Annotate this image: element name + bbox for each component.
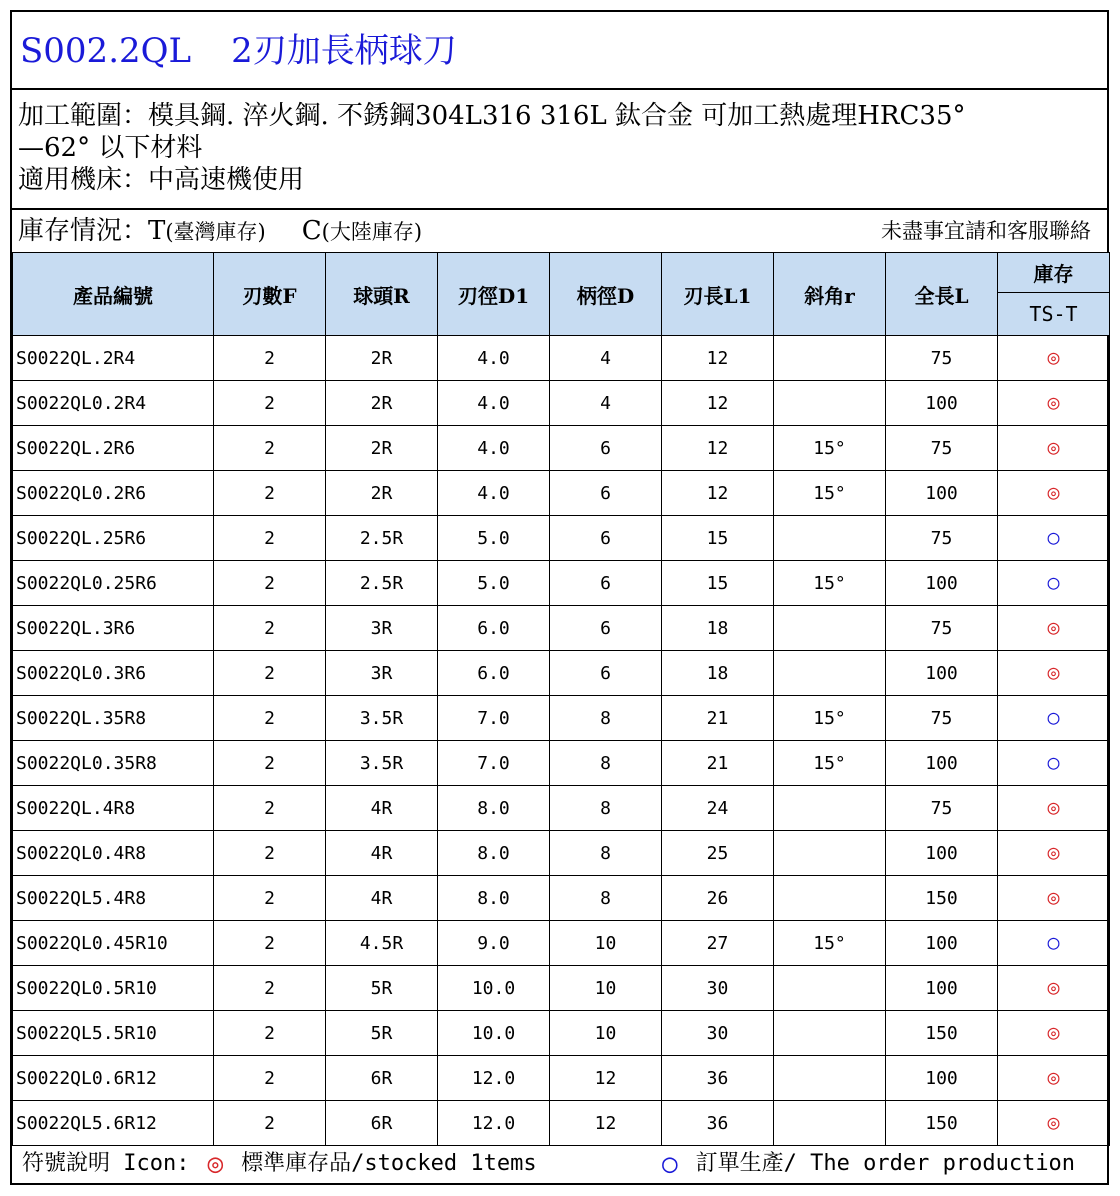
cell-flutes: 2 <box>214 966 326 1011</box>
cell-taper-angle: 15° <box>774 561 886 606</box>
cell-overall-length: 100 <box>886 741 998 786</box>
cell-shank-diameter: 12 <box>550 1056 662 1101</box>
cell-stock <box>998 516 1110 561</box>
stocked-icon: ◎ <box>1047 975 1060 999</box>
cell-cutting-diameter: 4.0 <box>438 471 550 516</box>
cell-product-code: S0022QL0.45R10 <box>13 921 214 966</box>
cell-shank-diameter: 6 <box>550 606 662 651</box>
cell-taper-angle <box>774 1101 886 1146</box>
cell-stock <box>998 606 1110 651</box>
cell-cutting-diameter: 8.0 <box>438 831 550 876</box>
cell-stock <box>998 741 1110 786</box>
cell-overall-length: 75 <box>886 336 998 381</box>
stocked-icon: ◎ <box>1047 390 1060 414</box>
cell-cutting-length: 12 <box>662 471 774 516</box>
cell-product-code: S0022QL5.6R12 <box>13 1101 214 1146</box>
machining-info <box>12 90 1107 210</box>
cell-overall-length: 100 <box>886 471 998 516</box>
stocked-icon: ◎ <box>1047 885 1060 909</box>
cell-taper-angle <box>774 876 886 921</box>
cell-cutting-length: 15 <box>662 561 774 606</box>
cell-stock <box>998 966 1110 1011</box>
table-row <box>13 336 1110 381</box>
cell-product-code: S0022QL0.5R10 <box>13 966 214 1011</box>
legend-label: 符號說明 Icon: <box>22 1151 190 1176</box>
cell-product-code: S0022QL5.5R10 <box>13 1011 214 1056</box>
cell-cutting-diameter: 5.0 <box>438 561 550 606</box>
cell-cutting-length: 24 <box>662 786 774 831</box>
stocked-icon: ◎ <box>1047 660 1060 684</box>
stock-t-code: T <box>148 216 166 246</box>
cell-cutting-length: 18 <box>662 606 774 651</box>
cell-cutting-diameter: 9.0 <box>438 921 550 966</box>
cell-stock <box>998 336 1110 381</box>
cell-stock <box>998 876 1110 921</box>
cell-shank-diameter: 6 <box>550 561 662 606</box>
cell-flutes: 2 <box>214 516 326 561</box>
cell-cutting-diameter: 10.0 <box>438 966 550 1011</box>
cell-overall-length: 150 <box>886 1101 998 1146</box>
product-series-code: S002.2QL <box>20 31 192 71</box>
cell-flutes: 2 <box>214 471 326 516</box>
cell-shank-diameter: 4 <box>550 336 662 381</box>
cell-flutes: 2 <box>214 651 326 696</box>
cell-cutting-length: 30 <box>662 966 774 1011</box>
cell-cutting-length: 36 <box>662 1056 774 1101</box>
cell-cutting-diameter: 6.0 <box>438 651 550 696</box>
cell-shank-diameter: 6 <box>550 471 662 516</box>
cell-stock <box>998 786 1110 831</box>
order-production-icon: ○ <box>1047 525 1060 549</box>
cell-flutes: 2 <box>214 741 326 786</box>
cell-stock <box>998 1101 1110 1146</box>
cell-taper-angle <box>774 516 886 561</box>
cell-flutes: 2 <box>214 1056 326 1101</box>
cell-stock <box>998 561 1110 606</box>
cell-product-code: S0022QL0.6R12 <box>13 1056 214 1101</box>
header-stock-sub: TS-T <box>998 293 1110 336</box>
stocked-icon: ◎ <box>1047 435 1060 459</box>
product-table <box>12 252 1110 1146</box>
cell-shank-diameter: 8 <box>550 786 662 831</box>
info-line-range-cont: —62° 以下材料 <box>18 133 203 163</box>
info-line-range: 加工範圍：模具鋼. 淬火鋼. 不銹鋼304L316 316L 鈦合金 可加工熱處理HRC35° <box>18 101 966 131</box>
cell-ball-radius: 3.5R <box>326 696 438 741</box>
cell-taper-angle: 15° <box>774 741 886 786</box>
cell-stock <box>998 426 1110 471</box>
cell-shank-diameter: 10 <box>550 1011 662 1056</box>
cell-shank-diameter: 8 <box>550 831 662 876</box>
cell-product-code: S0022QL5.4R8 <box>13 876 214 921</box>
cell-overall-length: 100 <box>886 651 998 696</box>
cell-overall-length: 75 <box>886 786 998 831</box>
cell-stock <box>998 1056 1110 1101</box>
cell-stock <box>998 651 1110 696</box>
product-series-name: 2刃加長柄球刀 <box>231 31 457 71</box>
stock-t-desc: (臺灣庫存) <box>165 220 266 244</box>
cell-ball-radius: 6R <box>326 1101 438 1146</box>
table-row <box>13 831 1110 876</box>
cell-product-code: S0022QL0.35R8 <box>13 741 214 786</box>
cell-overall-length: 75 <box>886 606 998 651</box>
cell-product-code: S0022QL0.4R8 <box>13 831 214 876</box>
header-overall-length: 全長L <box>886 253 998 336</box>
product-sheet <box>10 10 1109 1185</box>
cell-taper-angle <box>774 966 886 1011</box>
table-row <box>13 471 1110 516</box>
cell-overall-length: 100 <box>886 381 998 426</box>
cell-taper-angle <box>774 1056 886 1101</box>
cell-overall-length: 75 <box>886 516 998 561</box>
contact-note: 未盡事宜請和客服聯絡 <box>881 219 1091 243</box>
cell-taper-angle: 15° <box>774 696 886 741</box>
cell-cutting-length: 27 <box>662 921 774 966</box>
cell-product-code: S0022QL0.2R6 <box>13 471 214 516</box>
table-row <box>13 381 1110 426</box>
cell-cutting-diameter: 4.0 <box>438 426 550 471</box>
cell-stock <box>998 1011 1110 1056</box>
cell-cutting-diameter: 8.0 <box>438 786 550 831</box>
order-symbol-icon: ○ <box>662 1149 678 1179</box>
cell-cutting-length: 12 <box>662 381 774 426</box>
cell-shank-diameter: 12 <box>550 1101 662 1146</box>
cell-cutting-length: 21 <box>662 741 774 786</box>
cell-ball-radius: 4.5R <box>326 921 438 966</box>
cell-stock <box>998 381 1110 426</box>
cell-ball-radius: 2.5R <box>326 516 438 561</box>
cell-ball-radius: 2R <box>326 471 438 516</box>
cell-flutes: 2 <box>214 381 326 426</box>
cell-cutting-length: 30 <box>662 1011 774 1056</box>
order-production-icon: ○ <box>1047 570 1060 594</box>
cell-ball-radius: 5R <box>326 1011 438 1056</box>
cell-cutting-diameter: 12.0 <box>438 1056 550 1101</box>
table-row <box>13 876 1110 921</box>
cell-ball-radius: 2R <box>326 426 438 471</box>
cell-taper-angle <box>774 606 886 651</box>
cell-ball-radius: 5R <box>326 966 438 1011</box>
cell-product-code: S0022QL.2R4 <box>13 336 214 381</box>
cell-ball-radius: 2R <box>326 381 438 426</box>
cell-overall-length: 100 <box>886 1056 998 1101</box>
stocked-icon: ◎ <box>1047 795 1060 819</box>
cell-product-code: S0022QL0.3R6 <box>13 651 214 696</box>
cell-ball-radius: 3R <box>326 651 438 696</box>
stocked-icon: ◎ <box>1047 1110 1060 1134</box>
stock-c-code: C <box>301 216 322 246</box>
cell-overall-length: 75 <box>886 696 998 741</box>
cell-stock <box>998 921 1110 966</box>
order-production-icon: ○ <box>1047 705 1060 729</box>
cell-shank-diameter: 4 <box>550 381 662 426</box>
cell-taper-angle <box>774 831 886 876</box>
legend-order-text: 訂單生產/ The order production <box>695 1151 1076 1176</box>
cell-cutting-diameter: 10.0 <box>438 1011 550 1056</box>
cell-shank-diameter: 8 <box>550 741 662 786</box>
cell-product-code: S0022QL.2R6 <box>13 426 214 471</box>
cell-cutting-diameter: 4.0 <box>438 336 550 381</box>
stock-status-bar <box>12 210 1107 252</box>
header-taper-angle: 斜角r <box>774 253 886 336</box>
cell-flutes: 2 <box>214 336 326 381</box>
header-ball-radius: 球頭R <box>326 253 438 336</box>
cell-cutting-length: 26 <box>662 876 774 921</box>
cell-cutting-diameter: 5.0 <box>438 516 550 561</box>
stocked-icon: ◎ <box>1047 840 1060 864</box>
cell-flutes: 2 <box>214 831 326 876</box>
table-row <box>13 966 1110 1011</box>
cell-shank-diameter: 6 <box>550 426 662 471</box>
symbol-legend <box>12 1142 1107 1185</box>
table-row <box>13 786 1110 831</box>
cell-shank-diameter: 8 <box>550 876 662 921</box>
cell-overall-length: 100 <box>886 831 998 876</box>
cell-cutting-diameter: 12.0 <box>438 1101 550 1146</box>
stock-label: 庫存情況： <box>18 216 149 246</box>
cell-taper-angle: 15° <box>774 426 886 471</box>
cell-taper-angle <box>774 381 886 426</box>
order-production-icon: ○ <box>1047 750 1060 774</box>
table-row <box>13 696 1110 741</box>
cell-stock <box>998 831 1110 876</box>
table-row <box>13 1101 1110 1146</box>
cell-overall-length: 75 <box>886 426 998 471</box>
header-stock: 庫存 <box>998 253 1110 293</box>
table-row <box>13 561 1110 606</box>
cell-shank-diameter: 6 <box>550 651 662 696</box>
table-row <box>13 606 1110 651</box>
cell-flutes: 2 <box>214 921 326 966</box>
cell-product-code: S0022QL0.25R6 <box>13 561 214 606</box>
cell-cutting-length: 36 <box>662 1101 774 1146</box>
stocked-symbol-icon: ◎ <box>207 1149 224 1179</box>
cell-ball-radius: 3.5R <box>326 741 438 786</box>
cell-flutes: 2 <box>214 1011 326 1056</box>
table-row <box>13 651 1110 696</box>
cell-product-code: S0022QL.25R6 <box>13 516 214 561</box>
cell-taper-angle: 15° <box>774 471 886 516</box>
table-row <box>13 741 1110 786</box>
cell-ball-radius: 4R <box>326 786 438 831</box>
cell-cutting-diameter: 6.0 <box>438 606 550 651</box>
stock-c-desc: (大陸庫存) <box>321 220 423 244</box>
cell-taper-angle <box>774 1011 886 1056</box>
page-title <box>12 12 1107 90</box>
header-flutes: 刃數F <box>214 253 326 336</box>
cell-flutes: 2 <box>214 426 326 471</box>
cell-stock <box>998 471 1110 516</box>
cell-cutting-length: 25 <box>662 831 774 876</box>
cell-ball-radius: 2R <box>326 336 438 381</box>
header-cutting-diameter: 刃徑D1 <box>438 253 550 336</box>
cell-product-code: S0022QL.3R6 <box>13 606 214 651</box>
stocked-icon: ◎ <box>1047 615 1060 639</box>
cell-flutes: 2 <box>214 1101 326 1146</box>
stocked-icon: ◎ <box>1047 480 1060 504</box>
cell-flutes: 2 <box>214 606 326 651</box>
cell-shank-diameter: 8 <box>550 696 662 741</box>
cell-shank-diameter: 10 <box>550 966 662 1011</box>
header-product-code: 產品編號 <box>13 253 214 336</box>
cell-overall-length: 100 <box>886 966 998 1011</box>
cell-cutting-diameter: 8.0 <box>438 876 550 921</box>
cell-shank-diameter: 6 <box>550 516 662 561</box>
info-line-machine: 適用機床：中高速機使用 <box>18 165 305 195</box>
cell-flutes: 2 <box>214 561 326 606</box>
cell-flutes: 2 <box>214 696 326 741</box>
cell-overall-length: 100 <box>886 921 998 966</box>
cell-overall-length: 150 <box>886 1011 998 1056</box>
cell-cutting-length: 12 <box>662 426 774 471</box>
cell-cutting-length: 15 <box>662 516 774 561</box>
stocked-icon: ◎ <box>1047 1065 1060 1089</box>
cell-cutting-length: 12 <box>662 336 774 381</box>
order-production-icon: ○ <box>1047 930 1060 954</box>
table-row <box>13 1011 1110 1056</box>
cell-overall-length: 100 <box>886 561 998 606</box>
stocked-icon: ◎ <box>1047 345 1060 369</box>
cell-taper-angle <box>774 651 886 696</box>
cell-cutting-length: 21 <box>662 696 774 741</box>
header-shank-diameter: 柄徑D <box>550 253 662 336</box>
header-cutting-length: 刃長L1 <box>662 253 774 336</box>
cell-ball-radius: 3R <box>326 606 438 651</box>
cell-cutting-diameter: 7.0 <box>438 741 550 786</box>
cell-cutting-diameter: 7.0 <box>438 696 550 741</box>
cell-flutes: 2 <box>214 786 326 831</box>
cell-taper-angle <box>774 336 886 381</box>
cell-ball-radius: 4R <box>326 831 438 876</box>
cell-cutting-diameter: 4.0 <box>438 381 550 426</box>
cell-taper-angle <box>774 786 886 831</box>
cell-taper-angle: 15° <box>774 921 886 966</box>
cell-overall-length: 150 <box>886 876 998 921</box>
cell-product-code: S0022QL0.2R4 <box>13 381 214 426</box>
cell-ball-radius: 2.5R <box>326 561 438 606</box>
cell-cutting-length: 18 <box>662 651 774 696</box>
cell-ball-radius: 6R <box>326 1056 438 1101</box>
table-row <box>13 921 1110 966</box>
table-row <box>13 426 1110 471</box>
cell-product-code: S0022QL.35R8 <box>13 696 214 741</box>
table-row <box>13 1056 1110 1101</box>
cell-product-code: S0022QL.4R8 <box>13 786 214 831</box>
cell-shank-diameter: 10 <box>550 921 662 966</box>
legend-stocked-text: 標準庫存品/stocked 1tems <box>241 1151 537 1176</box>
cell-stock <box>998 696 1110 741</box>
table-row <box>13 516 1110 561</box>
stocked-icon: ◎ <box>1047 1020 1060 1044</box>
cell-flutes: 2 <box>214 876 326 921</box>
cell-ball-radius: 4R <box>326 876 438 921</box>
